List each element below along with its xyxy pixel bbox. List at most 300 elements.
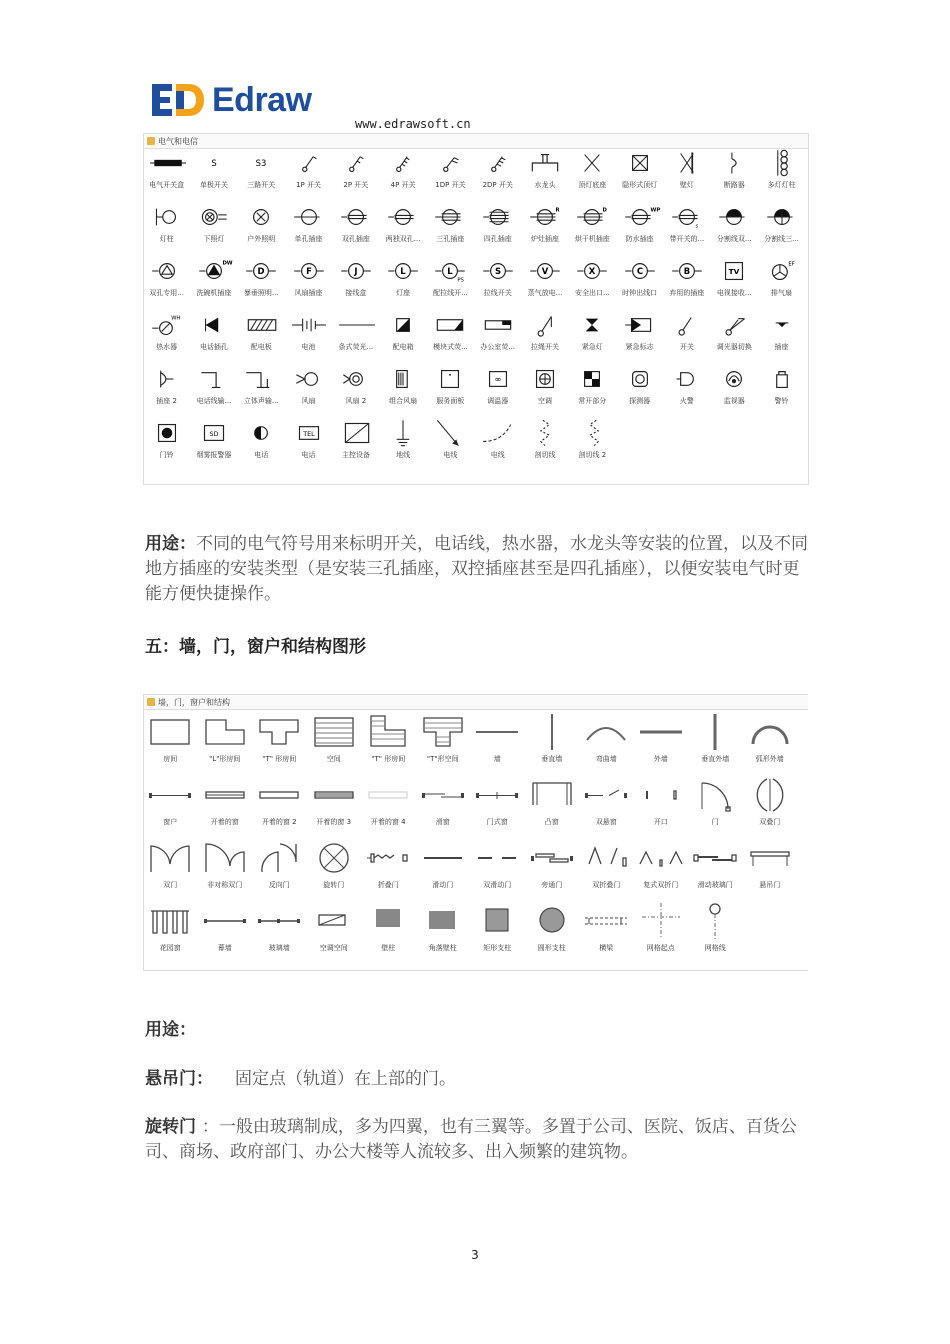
- symbol-tile[interactable]: [521, 202, 568, 256]
- symbol-tile[interactable]: [474, 256, 521, 310]
- symbol-tile[interactable]: [569, 202, 616, 256]
- symbol-label: 1P 开关: [296, 181, 321, 189]
- symbol-label: 服务面板: [436, 397, 465, 405]
- symbol-label: 炉灶插座: [531, 235, 560, 243]
- svg-text:B: B: [683, 266, 691, 277]
- symbol-tile[interactable]: [616, 202, 663, 256]
- symbol-tile[interactable]: [579, 901, 634, 964]
- symbol-tile[interactable]: [332, 310, 379, 364]
- bifold-icon: [581, 838, 631, 878]
- ext-wall-icon: [636, 712, 686, 752]
- symbol-label: 电话线输...: [196, 397, 232, 405]
- water-heater-icon: [148, 310, 186, 340]
- symbol-label: 门铃: [159, 451, 174, 459]
- half-box-icon: [384, 310, 422, 340]
- symbol-tile[interactable]: [361, 712, 416, 775]
- symbol-tile[interactable]: [474, 148, 521, 202]
- symbol-tile[interactable]: [663, 148, 710, 202]
- symbol-tile[interactable]: [307, 712, 362, 775]
- symbol-tile[interactable]: [143, 256, 190, 310]
- symbol-tile[interactable]: [143, 712, 198, 775]
- wall-lamp-icon: [668, 148, 706, 178]
- symbol-tile[interactable]: [416, 712, 471, 775]
- symbol-tile[interactable]: [361, 775, 416, 838]
- rect-column-icon: [472, 901, 522, 941]
- service-panel-icon: [431, 364, 469, 394]
- stereo-icon: [242, 364, 280, 394]
- symbol-label: 隐形式顶灯: [622, 181, 658, 189]
- symbol-label: 网格线: [704, 944, 726, 952]
- ceiling-socket-icon: [763, 310, 801, 340]
- svg-text:V: V: [541, 266, 549, 277]
- symbol-label: 垂直墙: [541, 755, 563, 763]
- symbol-tile[interactable]: [427, 364, 474, 418]
- symbol-tile[interactable]: [634, 712, 689, 775]
- symbol-tile[interactable]: [427, 148, 474, 202]
- symbol-tile[interactable]: [190, 202, 237, 256]
- symbol-label: 多灯灯柱: [767, 181, 796, 189]
- symbol-tile[interactable]: [569, 418, 616, 472]
- svg-text:S: S: [211, 158, 217, 169]
- symbol-tile[interactable]: [198, 712, 253, 775]
- symbol-tile[interactable]: [285, 148, 332, 202]
- switch-2dp-icon: [479, 148, 517, 178]
- symbol-tile[interactable]: [521, 364, 568, 418]
- symbol-tile[interactable]: [143, 310, 190, 364]
- symbol-tile[interactable]: [307, 901, 362, 964]
- svg-text:DW: DW: [222, 260, 233, 267]
- symbol-tile[interactable]: [616, 364, 663, 418]
- symbol-label: 配拉线开...: [433, 289, 468, 297]
- symbol-tile[interactable]: [474, 310, 521, 364]
- symbol-tile[interactable]: [332, 148, 379, 202]
- svg-text:X: X: [589, 266, 596, 277]
- smoke-sd-icon: [195, 418, 233, 448]
- symbol-label: 插座: [774, 343, 789, 351]
- symbol-tile[interactable]: [474, 202, 521, 256]
- symbol-tile[interactable]: [252, 901, 307, 964]
- symbol-tile[interactable]: [688, 712, 743, 775]
- t-room-icon: [254, 712, 304, 752]
- symbol-tile[interactable]: [616, 256, 663, 310]
- symbol-tile[interactable]: [711, 202, 758, 256]
- page-number: 3: [471, 1248, 479, 1262]
- symbol-tile[interactable]: [569, 148, 616, 202]
- symbol-tile[interactable]: [143, 838, 198, 901]
- symbol-tile[interactable]: [579, 838, 634, 901]
- grid-origin-icon: [636, 901, 686, 941]
- svg-text:EF: EF: [787, 261, 795, 268]
- open-win-4-icon: [363, 775, 413, 815]
- edraw-logo: [148, 80, 312, 120]
- pull-cord-icon: [526, 310, 564, 340]
- symbol-tile[interactable]: [252, 838, 307, 901]
- symbol-label: 暴垂照明...: [243, 289, 279, 297]
- symbol-label: 弃用的插座: [669, 289, 705, 297]
- symbol-tile[interactable]: [569, 310, 616, 364]
- fluor-module-icon: [431, 310, 469, 340]
- symbol-label: 风扇: [301, 397, 316, 405]
- symbol-label: 双孔专用...: [149, 289, 184, 297]
- symbol-tile[interactable]: [521, 148, 568, 202]
- symbol-tile[interactable]: [190, 364, 237, 418]
- symbol-label: 立体声输...: [243, 397, 279, 405]
- symbol-tile[interactable]: [470, 901, 525, 964]
- symbol-tile[interactable]: [474, 364, 521, 418]
- window-icon: [145, 775, 195, 815]
- symbol-tile[interactable]: [190, 418, 237, 472]
- hanging-icon: [745, 838, 795, 878]
- symbol-label: 2DP 开关: [482, 181, 513, 189]
- symbol-tile[interactable]: [252, 775, 307, 838]
- symbol-tile[interactable]: [143, 148, 190, 202]
- downlight-icon: [195, 202, 233, 232]
- symbol-tile[interactable]: [616, 148, 663, 202]
- revolving-door-paragraph: [145, 1115, 810, 1165]
- symbol-label: 滑动门: [432, 881, 454, 889]
- arc-wall-icon: [745, 712, 795, 752]
- symbol-tile[interactable]: [198, 901, 253, 964]
- symbol-label: 烟雾报警器: [196, 451, 232, 459]
- symbol-label: 开关: [679, 343, 694, 351]
- double-sliding-icon: [472, 838, 522, 878]
- symbol-tile[interactable]: [285, 256, 332, 310]
- open-win-3-icon: [309, 775, 359, 815]
- symbol-label: 烘干机插座: [574, 235, 610, 243]
- symbol-tile[interactable]: [285, 202, 332, 256]
- symbol-label: 配电箱: [392, 343, 414, 351]
- symbol-tile[interactable]: [238, 148, 285, 202]
- symbol-label: 灯座: [396, 289, 411, 297]
- symbol-tile[interactable]: [238, 256, 285, 310]
- symbol-label: 凸窗: [544, 818, 559, 826]
- symbol-tile[interactable]: [743, 775, 798, 838]
- slide-win-icon: [418, 775, 468, 815]
- bay-win-icon: [527, 775, 577, 815]
- symbol-label: 蒸气放电...: [527, 289, 563, 297]
- svg-text:S3: S3: [255, 158, 267, 169]
- symbol-label: 水龙头: [534, 181, 556, 189]
- symbol-tile[interactable]: [758, 148, 805, 202]
- round-column-icon: [527, 901, 577, 941]
- symbol-tile[interactable]: [143, 364, 190, 418]
- symbol-tile[interactable]: [198, 775, 253, 838]
- symbol-tile[interactable]: [238, 364, 285, 418]
- doorbell-icon: [148, 418, 186, 448]
- symbol-tile[interactable]: [569, 256, 616, 310]
- symbol-tile[interactable]: [758, 310, 805, 364]
- symbol-tile[interactable]: [758, 364, 805, 418]
- symbol-tile[interactable]: [416, 838, 471, 901]
- symbol-label: 4P 开关: [390, 181, 416, 189]
- symbol-label: 剖切线 2: [578, 451, 607, 459]
- switch-icon: [668, 310, 706, 340]
- symbol-label: 剖切线: [534, 451, 556, 459]
- symbol-tile[interactable]: [427, 256, 474, 310]
- symbol-tile[interactable]: [379, 310, 426, 364]
- symbol-tile[interactable]: [361, 838, 416, 901]
- symbol-tile[interactable]: [758, 256, 805, 310]
- symbol-label: 主控设备: [341, 451, 370, 459]
- symbol-tile[interactable]: [143, 775, 198, 838]
- symbol-tile[interactable]: [579, 775, 634, 838]
- symbol-tile[interactable]: [569, 364, 616, 418]
- symbol-tile[interactable]: [711, 148, 758, 202]
- symbol-tile[interactable]: [521, 256, 568, 310]
- symbol-label: 风扇插座: [294, 289, 323, 297]
- revolving-door-label: 旋转门: [145, 1117, 202, 1137]
- line-icon: [337, 310, 375, 340]
- symbol-tile[interactable]: [307, 775, 362, 838]
- symbol-tile[interactable]: [521, 310, 568, 364]
- socket-J-icon: [337, 256, 375, 286]
- switch-1dp-icon: [431, 148, 469, 178]
- symbol-label: 拉绳开关: [531, 343, 560, 351]
- svg-text:C: C: [636, 266, 643, 277]
- tri-circle-icon: [148, 256, 186, 286]
- symbol-tile[interactable]: [416, 901, 471, 964]
- socket-F-icon: [290, 256, 328, 286]
- symbol-tile[interactable]: [361, 901, 416, 964]
- symbol-label: 接线盒: [345, 289, 367, 297]
- wire-dashed-icon: [479, 418, 517, 448]
- symbol-label: 单孔插座: [294, 235, 323, 243]
- symbol-tile[interactable]: [579, 712, 634, 775]
- symbol-tile[interactable]: [198, 838, 253, 901]
- symbol-tile[interactable]: [616, 310, 663, 364]
- symbol-tile[interactable]: [427, 202, 474, 256]
- symbol-tile[interactable]: [238, 202, 285, 256]
- battery-icon: [290, 310, 328, 340]
- symbol-tile[interactable]: [474, 418, 521, 472]
- symbol-label: 户外照明: [247, 235, 276, 243]
- electrical-symbol-grid: [143, 148, 805, 472]
- symbol-label: 配电板: [250, 343, 272, 351]
- symbol-label: 四孔插座: [483, 235, 512, 243]
- symbol-label: 电气开关盒: [149, 181, 185, 189]
- multi-bifold-icon: [636, 838, 686, 878]
- symbol-tile[interactable]: [634, 775, 689, 838]
- symbol-label: 矩形支柱: [483, 944, 512, 952]
- symbol-tile[interactable]: [470, 775, 525, 838]
- symbol-tile[interactable]: [379, 364, 426, 418]
- symbol-tile[interactable]: [190, 256, 237, 310]
- symbol-label: 双折叠门: [592, 881, 621, 889]
- wall-curve-icon: [581, 712, 631, 752]
- socket-C-icon: [621, 256, 659, 286]
- symbol-label: "T" 形房间: [371, 755, 406, 763]
- symbol-tile[interactable]: [379, 202, 426, 256]
- logo-text: Edraw: [212, 80, 312, 119]
- symbol-tile[interactable]: [663, 310, 710, 364]
- symbol-tile[interactable]: [427, 418, 474, 472]
- symbol-tile[interactable]: [634, 901, 689, 964]
- open-win-2-icon: [254, 775, 304, 815]
- garden-win-icon: [145, 901, 195, 941]
- fan-2-icon: [337, 364, 375, 394]
- symbol-tile[interactable]: [470, 712, 525, 775]
- symbol-label: 双滑动门: [483, 881, 512, 889]
- symbol-tile[interactable]: [711, 310, 758, 364]
- symbol-label: 反向门: [268, 881, 290, 889]
- symbol-tile[interactable]: [379, 148, 426, 202]
- symbol-tile[interactable]: [143, 418, 190, 472]
- symbol-tile[interactable]: [416, 775, 471, 838]
- panel-header: [144, 695, 808, 710]
- svg-text:TEL: TEL: [302, 431, 315, 439]
- symbol-tile[interactable]: [190, 310, 237, 364]
- symbol-label: 折叠门: [377, 881, 399, 889]
- symbol-tile[interactable]: [238, 310, 285, 364]
- socket-2-icon: [337, 202, 375, 232]
- symbol-tile[interactable]: [743, 838, 798, 901]
- symbol-label: 两独双孔...: [385, 235, 421, 243]
- door-icon: [690, 775, 740, 815]
- t-room-2-icon: [363, 712, 413, 752]
- split-2-icon: [715, 202, 753, 232]
- hourglass-icon: [573, 310, 611, 340]
- socket-wp-icon: [621, 202, 659, 232]
- cut-line-icon: [526, 418, 564, 448]
- socket-L-icon: [384, 256, 422, 286]
- svg-text:WP: WP: [650, 207, 660, 214]
- svg-text:S: S: [494, 266, 501, 277]
- symbol-tile[interactable]: [634, 838, 689, 901]
- symbol-label: 角落壁柱: [428, 944, 457, 952]
- bypass-icon: [527, 838, 577, 878]
- symbol-label: 防水插座: [625, 235, 654, 243]
- usage-paragraph-electrical: [145, 532, 810, 607]
- symbol-label: 花园窗: [159, 944, 181, 952]
- symbol-tile[interactable]: [711, 256, 758, 310]
- reverse-door-icon: [254, 838, 304, 878]
- curtain-wall-icon: [200, 901, 250, 941]
- svg-text:L: L: [447, 266, 454, 277]
- symbol-tile[interactable]: [525, 901, 580, 964]
- symbol-tile[interactable]: [285, 418, 332, 472]
- t-space-icon: [418, 712, 468, 752]
- symbol-tile[interactable]: [332, 256, 379, 310]
- symbol-label: 幕墙: [217, 944, 232, 952]
- symbol-tile[interactable]: [332, 418, 379, 472]
- symbol-tile[interactable]: [711, 364, 758, 418]
- symbol-tile[interactable]: [688, 775, 743, 838]
- beam-icon: [581, 901, 631, 941]
- hanging-door-text: 固定点（轨道）在上部的门。: [235, 1069, 456, 1089]
- wall-h-icon: [472, 712, 522, 752]
- symbol-tile[interactable]: [379, 256, 426, 310]
- symbol-tile[interactable]: [143, 901, 198, 964]
- symbol-label: 壁柱: [381, 944, 396, 952]
- hatched-panel-icon: [242, 310, 280, 340]
- usage-label: 用途：: [145, 534, 196, 554]
- detector-icon: [621, 364, 659, 394]
- symbol-label: 1DP 开关: [435, 181, 466, 189]
- folder-icon: [147, 137, 155, 145]
- symbol-label: 网格起点: [646, 944, 675, 952]
- symbol-tile[interactable]: [743, 712, 798, 775]
- exhaust-fan-icon: [763, 256, 801, 286]
- symbol-tile[interactable]: [307, 838, 362, 901]
- symbol-label: 开着的窗 2: [261, 818, 297, 826]
- symbol-label: 双叠门: [759, 818, 781, 826]
- symbol-tile[interactable]: [525, 838, 580, 901]
- symbol-tile[interactable]: [238, 418, 285, 472]
- symbol-label: 模块式荧...: [433, 343, 468, 351]
- svg-text:F: F: [305, 266, 312, 277]
- symbol-tile[interactable]: [521, 418, 568, 472]
- socket-1-icon: [290, 202, 328, 232]
- symbol-label: 非对称双门: [207, 881, 243, 889]
- symbol-tile[interactable]: [525, 775, 580, 838]
- room-icon: [145, 712, 195, 752]
- symbol-tile[interactable]: [663, 364, 710, 418]
- symbol-tile[interactable]: [190, 148, 237, 202]
- symbol-tile[interactable]: [688, 838, 743, 901]
- switch-box-icon: [148, 148, 186, 178]
- symbol-tile[interactable]: [663, 202, 710, 256]
- symbol-tile[interactable]: [663, 256, 710, 310]
- symbol-label: 紧急灯: [581, 343, 603, 351]
- socket-S-icon: [479, 256, 517, 286]
- l-room-icon: [200, 712, 250, 752]
- wall-v-icon: [527, 712, 577, 752]
- phone-line-icon: [195, 364, 233, 394]
- boxed-x-icon: [621, 148, 659, 178]
- folding-icon: [363, 838, 413, 878]
- usage-text: 不同的电气符号用来标明开关，电话线，热水器，水龙头等安装的位置，以及不同地方插座的安装类型（是安装三孔插座，双控插座甚至是四孔插座），以便安装电气时更能方便快捷操作。: [145, 534, 808, 604]
- symbol-tile[interactable]: [285, 310, 332, 364]
- symbol-label: 带开关的...: [669, 235, 705, 243]
- symbol-tile[interactable]: [332, 364, 379, 418]
- svg-text:J: J: [354, 266, 358, 277]
- symbol-label: 弯曲墙: [595, 755, 617, 763]
- socket-side-icon: [148, 364, 186, 394]
- double-fold-icon: [745, 775, 795, 815]
- symbol-label: 外墙: [653, 755, 668, 763]
- socket-4-icon: [479, 202, 517, 232]
- symbol-label: 火警: [679, 397, 694, 405]
- symbol-label: 条式荧光...: [338, 343, 374, 351]
- text-S3-icon: [242, 148, 280, 178]
- symbol-tile[interactable]: [285, 364, 332, 418]
- symbol-tile[interactable]: [688, 901, 743, 964]
- thermostat-icon: [479, 364, 517, 394]
- revolving-door-text: ：一般由玻璃制成，多为四翼，也有三翼等。多置于公司、医院、饭店、百货公司、商场、政府部门、办公大楼等人流较多、出入频繁的建筑物。: [145, 1117, 797, 1162]
- symbol-label: 插座 2: [156, 397, 177, 405]
- symbol-label: 空间: [326, 755, 341, 763]
- combo-fan-icon: [384, 364, 422, 394]
- double-door-icon: [145, 838, 195, 878]
- symbol-tile[interactable]: [379, 418, 426, 472]
- symbol-tile[interactable]: [143, 202, 190, 256]
- symbol-tile[interactable]: [252, 712, 307, 775]
- symbol-tile[interactable]: [758, 202, 805, 256]
- symbol-tile[interactable]: [470, 838, 525, 901]
- symbol-label: 旋转门: [323, 881, 345, 889]
- breaker-icon: [715, 148, 753, 178]
- symbol-label: 圆形支柱: [537, 944, 566, 952]
- switch-2p-icon: [337, 148, 375, 178]
- symbol-label: 警铃: [774, 397, 789, 405]
- multi-lamp-icon: [763, 148, 801, 178]
- symbol-tile[interactable]: [525, 712, 580, 775]
- open-win-icon: [200, 775, 250, 815]
- symbol-label: 复式双折门: [643, 881, 679, 889]
- symbol-tile[interactable]: [427, 310, 474, 364]
- symbol-label: 双门: [163, 881, 178, 889]
- symbol-tile[interactable]: [332, 202, 379, 256]
